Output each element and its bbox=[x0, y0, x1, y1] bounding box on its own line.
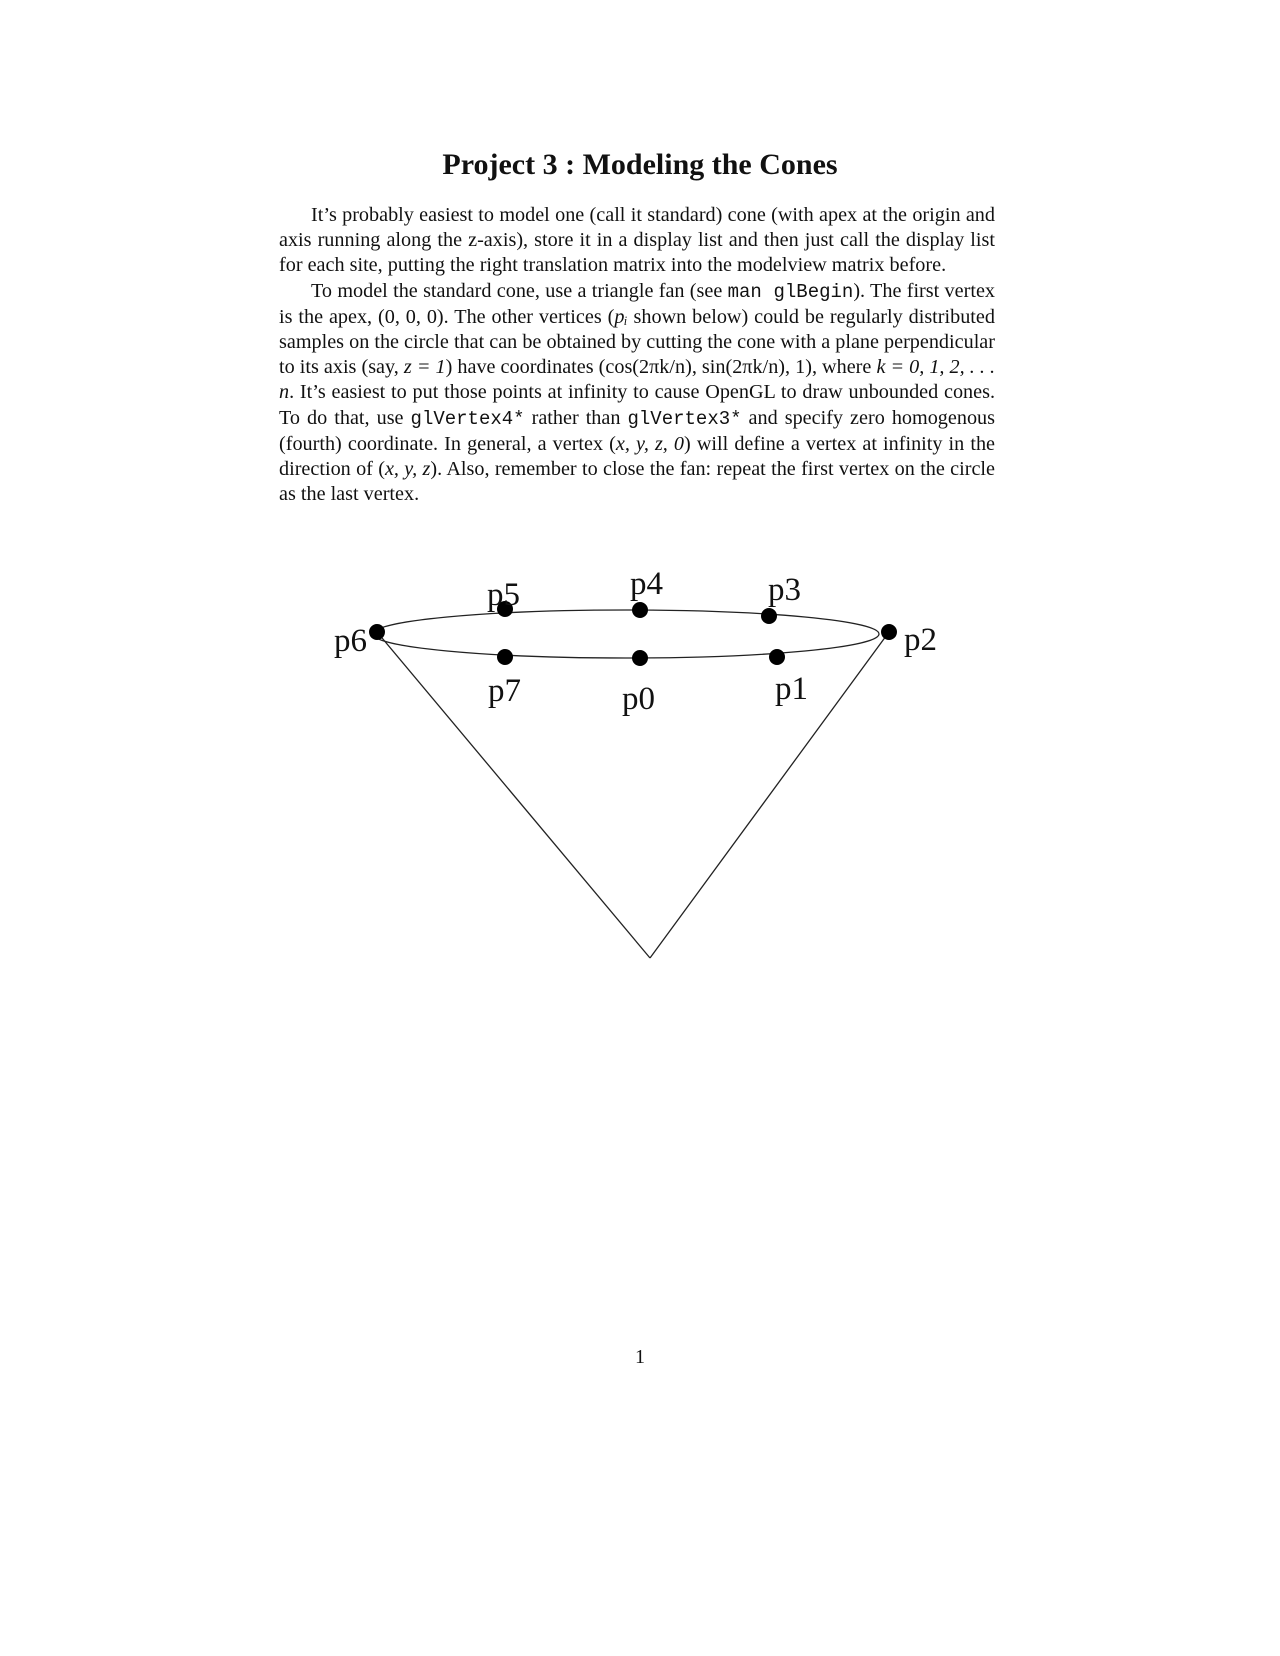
text-run: ) will define a vertex at infinity in the direction of ( bbox=[279, 432, 995, 481]
paragraph-1: It’s probably easiest to model one (call it standard) cone (with apex at the origin and axis running along the z-axis), store it in a display list and then just call the display list for each site, putting the right translation matrix into the modelview matrix before. bbox=[279, 204, 995, 277]
label-p5: p5 bbox=[487, 577, 520, 613]
vertex-p7 bbox=[497, 649, 513, 665]
label-p6: p6 bbox=[334, 623, 367, 659]
text-run: ). Also, remember to close the fan: repeat the first vertex on the circle as the last vertex. bbox=[279, 458, 995, 506]
vertex-p1 bbox=[769, 649, 785, 665]
label-p3: p3 bbox=[768, 572, 801, 608]
page-title: Project 3 : Modeling the Cones bbox=[442, 148, 838, 181]
text-run: . It’s easiest to put those points at infinity to cause OpenGL to draw unbounded cones. To do that, use bbox=[279, 381, 995, 429]
text-run: and specify zero homogenous (fourth) coordinate. In general, a vertex ( bbox=[279, 406, 995, 455]
text-run: ) have coordinates (cos(2πk/n), sin(2πk/n), 1), where bbox=[445, 356, 877, 379]
math-pi: pᵢ bbox=[614, 305, 628, 328]
code-man-glbegin: man glBegin bbox=[727, 280, 854, 303]
text-run: ). The first vertex is the apex, (0, 0, 0). The other vertices ( bbox=[279, 279, 996, 328]
vertex-p2 bbox=[881, 624, 897, 640]
math-k-range: k = 0, 1, 2, . . . n bbox=[279, 356, 995, 404]
code-glvertex4: glVertex4* bbox=[410, 407, 525, 430]
text-run: shown below) could be regularly distributed samples on the circle that can be obtained by cutting the cone with a plane perpendicular to its axis (say, bbox=[279, 305, 995, 379]
vertex-p6 bbox=[369, 624, 385, 640]
vertex-p4 bbox=[632, 602, 648, 618]
text-run: To model the standard cone, use a triangle fan (see bbox=[311, 279, 728, 302]
math-xyz: x, y, z bbox=[384, 458, 431, 481]
label-p0: p0 bbox=[622, 681, 655, 717]
cone-right-side bbox=[650, 632, 889, 958]
label-p4: p4 bbox=[630, 566, 663, 602]
text-run: rather than bbox=[524, 406, 628, 429]
cone-rim-ellipse bbox=[373, 610, 879, 658]
page-number: 1 bbox=[635, 1346, 645, 1368]
math-xyz0: x, y, z, 0 bbox=[615, 432, 685, 455]
math-z-equals-1: z = 1 bbox=[403, 356, 446, 379]
vertex-p3 bbox=[761, 608, 777, 624]
label-p1: p1 bbox=[775, 671, 808, 707]
vertex-p0 bbox=[632, 650, 648, 666]
label-p7: p7 bbox=[488, 673, 521, 709]
code-glvertex3: glVertex3* bbox=[627, 407, 742, 430]
label-p2: p2 bbox=[904, 622, 937, 658]
